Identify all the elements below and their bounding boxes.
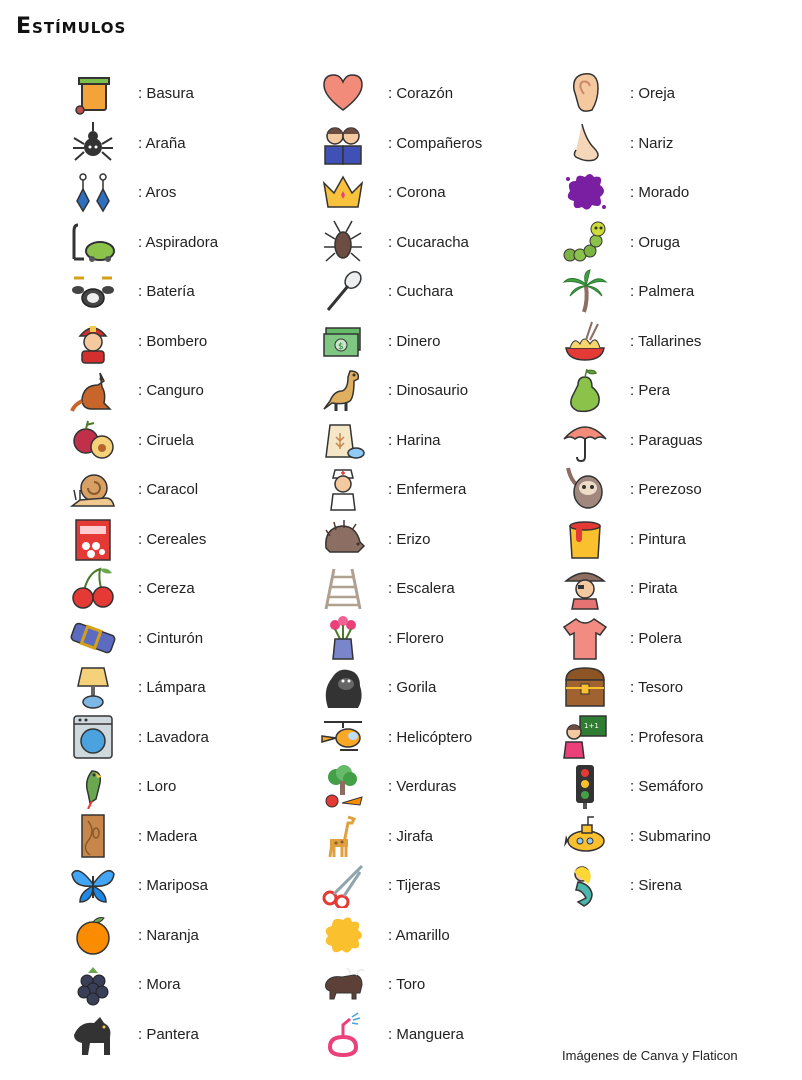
stimulus-label: : Escalera [388,580,455,597]
nurse-icon [320,466,366,512]
stimulus-item [562,169,802,215]
umbrella-icon [562,417,608,463]
drum-kit-icon [70,268,116,314]
stimulus-item [562,615,802,661]
paint-bucket-icon [562,516,608,562]
stimulus-label: : Aros [138,184,177,201]
stimulus-item [562,367,802,413]
stimulus-label: : Gorila [388,679,437,696]
stimulus-label: : Corona [388,184,446,201]
butterfly-icon [70,862,116,908]
stimulus-item [70,417,320,463]
stimulus-label: : Oruga [630,233,681,251]
stimulus-label: : Tallarines [630,332,702,350]
stimulus-label: : Cucaracha [388,233,469,251]
stimulus-label: : Polera [630,629,682,647]
gorilla-icon [320,664,366,710]
stimulus-item [70,862,320,908]
yellow-splash-icon [320,912,366,958]
washing-machine-icon [70,714,116,760]
stimulus-label: : Pantera [138,1025,199,1043]
earrings-icon [70,169,116,215]
stimulus-item [562,466,802,512]
stimulus-label: : Helicóptero [388,728,473,746]
stimulus-item [320,565,570,611]
stimulus-label: : Morado [630,184,690,201]
stimulus-label: : Pintura [630,530,686,548]
stimulus-item [70,516,320,562]
stimulus-item [70,912,320,958]
lamp-icon [70,664,116,710]
stimulus-item [70,664,320,710]
flour-sack-icon [320,417,366,463]
stimulus-item [562,120,802,166]
stimulus-item [320,1011,570,1057]
classmates-icon [320,120,366,166]
cockroach-icon [320,219,366,265]
stimulus-item [320,615,570,661]
kangaroo-icon [70,367,116,413]
stimulus-item [562,813,802,859]
image-credit: Imágenes de Canva y Flaticon [562,1048,738,1063]
stimulus-item [320,268,570,314]
stimulus-item [70,1011,320,1057]
stimulus-label: : Araña [138,134,186,152]
stimulus-label: : Aspiradora [138,233,219,251]
stimulus-item [70,219,320,265]
stimulus-label: : Oreja [630,85,676,102]
stimulus-item [320,417,570,463]
stimulus-item [320,763,570,809]
stimulus-label: : Erizo [388,530,431,548]
stimulus-label: : Manguera [388,1025,464,1043]
stimulus-label: : Dinero [388,332,441,350]
stimulus-item [320,120,570,166]
stimulus-label: : Bombero [138,332,208,350]
stimulus-item [320,862,570,908]
stimulus-label: : Loro [138,778,177,795]
spoon-icon [320,268,366,314]
stimulus-item [562,516,802,562]
stimulus-item [562,70,802,116]
stimulus-label: : Corazón [388,85,454,102]
cherry-icon [70,565,116,611]
stimulus-item [320,912,570,958]
stimulus-item [562,862,802,908]
firefighter-icon [70,318,116,364]
stimulus-item [562,565,802,611]
stimulus-label: : Compañeros [388,134,483,152]
helicopter-icon [320,714,366,760]
stimulus-label: : Amarillo [388,926,450,944]
stimulus-item [562,318,802,364]
trash-bin-icon [70,70,116,116]
stimulus-label: : Submarino [630,827,711,845]
stimulus-item [320,367,570,413]
stimulus-item [70,813,320,859]
pirate-icon [562,565,608,611]
nose-icon [562,120,608,166]
stimulus-label: : Naranja [138,926,199,944]
vegetables-icon [320,763,366,809]
spider-icon [70,120,116,166]
stimulus-item [562,763,802,809]
stimulus-label: : Ciruela [138,431,194,449]
flower-vase-icon [320,615,366,661]
stimulus-item [562,714,802,760]
stimulus-label: : Harina [388,431,441,449]
stimulus-label: : Cereza [138,580,195,597]
stimulus-label: : Mariposa [138,877,209,894]
blackberry-icon [70,961,116,1007]
bull-icon [320,961,366,1007]
stimulus-label: : Mora [138,976,181,993]
stimulus-label: : Caracol [138,481,199,498]
giraffe-icon [320,813,366,859]
traffic-light-icon [562,763,608,809]
stimulus-label: : Pera [630,382,671,399]
stimulus-label: : Jirafa [388,827,434,845]
stimulus-item [320,466,570,512]
stimulus-label: : Madera [138,827,198,845]
stimulus-item [70,70,320,116]
stimulus-item [320,714,570,760]
stimulus-label: : Dinosaurio [388,382,469,399]
stimulus-label: : Pirata [630,580,678,597]
panther-icon [70,1011,116,1057]
orange-icon [70,912,116,958]
teacher-icon [562,714,608,760]
stimulus-label: : Canguro [138,382,204,399]
ear-icon [562,70,608,116]
money-icon [320,318,366,364]
stimulus-item [70,318,320,364]
stimulus-label: : Cuchara [388,283,454,300]
stimulus-item [70,466,320,512]
treasure-chest-icon [562,664,608,710]
purple-splash-icon [562,169,608,215]
heart-icon [320,70,366,116]
submarine-icon [562,813,608,859]
hedgehog-icon [320,516,366,562]
stimulus-item [70,763,320,809]
stimulus-label: : Enfermera [388,481,467,498]
svg-text:$: $ [338,341,344,352]
stimulus-label: : Lavadora [138,728,209,746]
pear-icon [562,367,608,413]
stimulus-item [320,219,570,265]
stimulus-label: : Cinturón [138,629,204,647]
wood-plank-icon [70,813,116,859]
snail-icon [70,466,116,512]
stimulus-label: : Paraguas [630,431,703,449]
parrot-icon [70,763,116,809]
stimulus-label: : Basura [138,85,194,102]
belt-icon [70,615,116,661]
plum-icon [70,417,116,463]
crown-icon [320,169,366,215]
hose-icon [320,1011,366,1057]
dinosaur-icon [320,367,366,413]
caterpillar-icon [562,219,608,265]
stimulus-label: : Florero [388,629,444,647]
stimulus-item [70,268,320,314]
stimulus-item [70,961,320,1007]
stimulus-item [320,318,570,364]
stimulus-label: : Tijeras [388,877,441,894]
vacuum-cleaner-icon [70,219,116,265]
stimulus-item [562,268,802,314]
mermaid-icon [562,862,608,908]
svg-text:1+1: 1+1 [584,721,599,730]
stimulus-item [70,367,320,413]
stimulus-item [320,516,570,562]
stimulus-label: : Batería [138,283,195,300]
stimulus-item [320,169,570,215]
scissors-icon [320,862,366,908]
stimulus-item [562,417,802,463]
stimulus-label: : Lámpara [138,679,206,696]
page-title: Estímulos [16,14,127,39]
stimulus-item [320,961,570,1007]
stimulus-label: : Nariz [630,134,674,152]
palm-tree-icon [562,268,608,314]
stimulus-item [562,664,802,710]
stimulus-item [70,565,320,611]
sloth-icon [562,466,608,512]
stimulus-item [320,813,570,859]
stimulus-item [320,664,570,710]
stimulus-label: : Palmera [630,283,695,300]
stimulus-item [562,219,802,265]
stimulus-label: : Profesora [630,728,704,746]
stimulus-item [70,615,320,661]
stimulus-label: : Sirena [630,877,682,894]
stimulus-label: : Tesoro [630,679,684,696]
stimulus-label: : Semáforo [630,778,704,795]
stimulus-label: : Cereales [138,530,207,548]
stimulus-item [70,120,320,166]
stimulus-label: : Perezoso [630,481,702,498]
stimulus-label: : Toro [388,976,426,993]
stimulus-item [320,70,570,116]
stimulus-label: : Verduras [388,778,457,795]
stimulus-item [70,714,320,760]
noodles-icon [562,318,608,364]
stimulus-item [70,169,320,215]
ladder-icon [320,565,366,611]
t-shirt-icon [562,615,608,661]
cereal-box-icon [70,516,116,562]
